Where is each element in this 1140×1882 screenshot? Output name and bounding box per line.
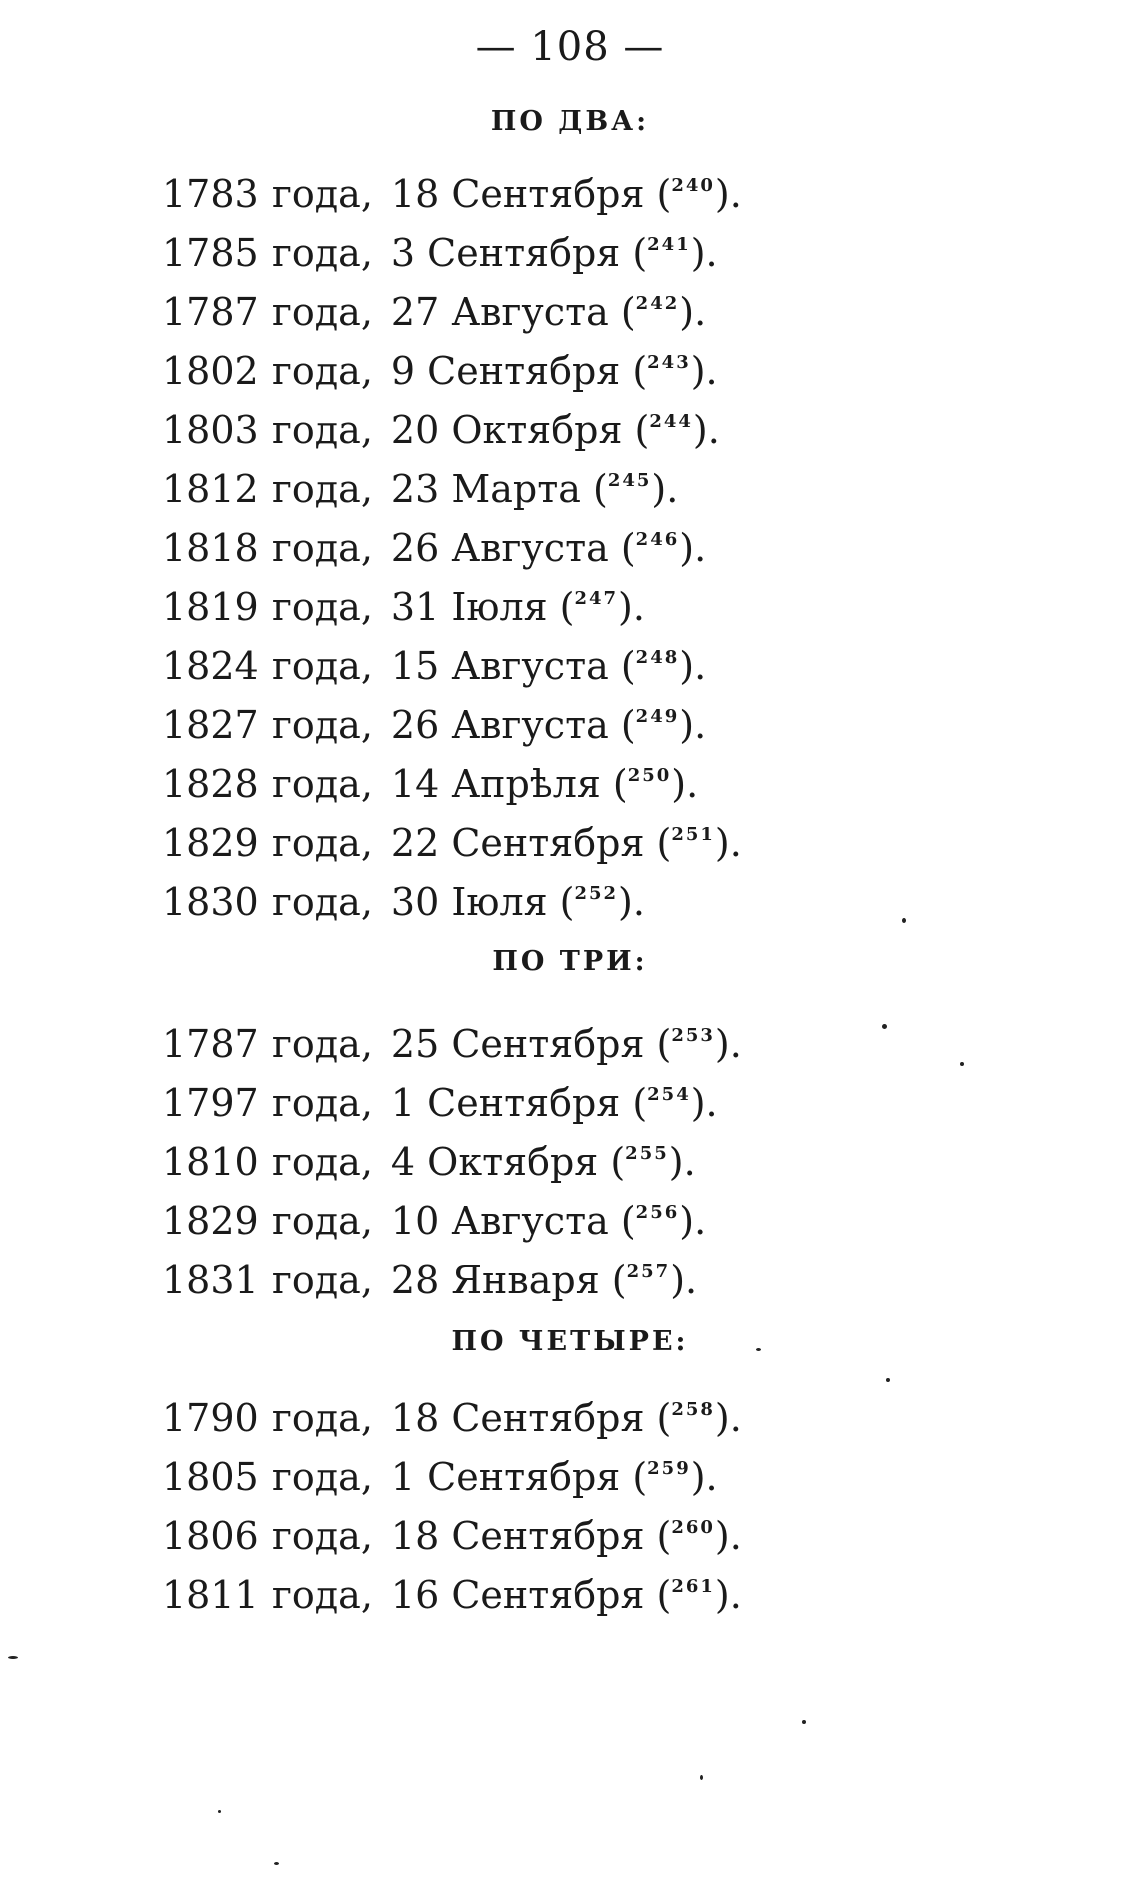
footnote-ref: 247 (574, 588, 619, 609)
list-item: 1787 года, 27 Августа ($^{242}$). (162, 274, 742, 333)
entry-word: года, (272, 585, 373, 629)
entry-year: 1785 (162, 231, 259, 275)
footnote-ref: 244 (649, 411, 693, 432)
entry-date: 18 Сентября (390, 172, 645, 216)
entry-year: 1818 (162, 526, 259, 570)
list-item: 1787 года, 25 Сентября ($^{253}$). (162, 1006, 742, 1065)
entry-word: года, (272, 231, 373, 275)
entry-word: года, (272, 880, 373, 924)
entry-word: года, (272, 1573, 373, 1617)
entry-date: 3 Сентября (390, 231, 621, 275)
list-item: 1829 года, 22 Сентября ($^{251}$). (162, 805, 742, 864)
footnote-ref: 251 (671, 824, 715, 845)
entry-year: 1787 (162, 1022, 259, 1066)
footnote-ref: 255 (625, 1143, 669, 1164)
list-item: 1819 года, 31 Іюля ($^{247}$). (162, 569, 742, 628)
entry-word: года, (272, 1140, 373, 1184)
entry-word: года, (272, 1514, 373, 1558)
list-item: 1811 года, 16 Сентября ($^{261}$). (162, 1557, 742, 1616)
entry-word: года, (272, 821, 373, 865)
entry-date: 22 Сентября (390, 821, 645, 865)
entry-year: 1811 (162, 1573, 259, 1617)
list-item: 1806 года, 18 Сентября ($^{260}$). (162, 1498, 742, 1557)
entry-date: 1 Сентября (390, 1455, 621, 1499)
footnote-ref: 240 (671, 175, 715, 196)
entry-word: года, (272, 1022, 373, 1066)
list-item: 1812 года, 23 Марта ($^{245}$). (162, 451, 742, 510)
entry-year: 1805 (162, 1455, 259, 1499)
entry-year: 1783 (162, 172, 259, 216)
entry-date: 25 Сентября (390, 1022, 645, 1066)
entry-year: 1812 (162, 467, 259, 511)
entry-word: года, (272, 467, 373, 511)
entry-year: 1829 (162, 821, 259, 865)
footnote-ref: 245 (607, 470, 652, 491)
entry-list (162, 156, 742, 923)
footnote-ref: 246 (635, 529, 680, 550)
scan-speck (886, 1378, 890, 1382)
list-item: 1810 года, 4 Октября ($^{255}$). (162, 1124, 742, 1183)
scan-speck (960, 1062, 964, 1066)
entry-year: 1829 (162, 1199, 259, 1243)
entry-year: 1824 (162, 644, 259, 688)
scan-speck (756, 1348, 761, 1351)
entry-date: 27 Августа (390, 290, 609, 334)
entry-date: 28 Января (390, 1258, 600, 1302)
list-item: 1803 года, 20 Октября ($^{244}$). (162, 392, 742, 451)
entry-date: 16 Сентября (390, 1573, 645, 1617)
entry-word: года, (272, 1199, 373, 1243)
entry-date: 31 Іюля (390, 585, 548, 629)
entry-list (162, 1006, 742, 1301)
scan-speck (274, 1862, 279, 1865)
list-item: 1802 года, 9 Сентября ($^{243}$). (162, 333, 742, 392)
list-item: 1831 года, 28 Января ($^{257}$). (162, 1242, 742, 1301)
entry-date: 23 Марта (390, 467, 581, 511)
entry-date: 18 Сентября (390, 1396, 645, 1440)
entry-word: года, (272, 1455, 373, 1499)
scan-speck (8, 1656, 18, 1659)
footnote-ref: 248 (635, 647, 680, 668)
entry-year: 1830 (162, 880, 259, 924)
entry-year: 1831 (162, 1258, 259, 1302)
section-heading: ПО ЧЕТЫРЕ: (451, 1326, 689, 1357)
entry-year: 1819 (162, 585, 259, 629)
entry-year: 1787 (162, 290, 259, 334)
scan-speck (802, 1720, 806, 1724)
entry-date: 9 Сентября (390, 349, 621, 393)
entry-year: 1803 (162, 408, 259, 452)
entry-date: 18 Сентября (390, 1514, 645, 1558)
entry-year: 1790 (162, 1396, 259, 1440)
entry-date: 10 Августа (390, 1199, 609, 1243)
section-heading: ПО ДВА: (490, 106, 650, 137)
entry-date: 1 Сентября (390, 1081, 621, 1125)
scan-speck (218, 1810, 221, 1813)
list-item: 1790 года, 18 Сентября ($^{258}$). (162, 1380, 742, 1439)
scan-speck (902, 918, 906, 923)
entry-date: 30 Іюля (390, 880, 548, 924)
footnote-ref: 252 (574, 883, 619, 904)
list-item: 1830 года, 30 Іюля ($^{252}$). (162, 864, 742, 923)
footnote-ref: 243 (647, 352, 691, 373)
footnote-ref: 257 (626, 1261, 671, 1282)
page-number: — 108 — (475, 24, 665, 70)
footnote-ref: 259 (647, 1458, 691, 1479)
entry-date: 26 Августа (390, 526, 609, 570)
entry-date: 15 Августа (390, 644, 609, 688)
list-item: 1824 года, 15 Августа ($^{248}$). (162, 628, 742, 687)
list-item: 1818 года, 26 Августа ($^{246}$). (162, 510, 742, 569)
entry-date: 4 Октября (390, 1140, 599, 1184)
list-item: 1829 года, 10 Августа ($^{256}$). (162, 1183, 742, 1242)
scan-speck (700, 1775, 703, 1780)
footnote-ref: 258 (671, 1399, 715, 1420)
entry-word: года, (272, 1081, 373, 1125)
entry-word: года, (272, 762, 373, 806)
footnote-ref: 249 (635, 706, 680, 727)
footnote-ref: 241 (647, 234, 691, 255)
footnote-ref: 256 (635, 1202, 680, 1223)
scan-speck (882, 1024, 887, 1029)
entry-year: 1797 (162, 1081, 259, 1125)
entry-word: года, (272, 644, 373, 688)
entry-list (162, 1380, 742, 1616)
list-item: 1828 года, 14 Апрѣля ($^{250}$). (162, 746, 742, 805)
footnote-ref: 242 (635, 293, 680, 314)
list-item: 1785 года, 3 Сентября ($^{241}$). (162, 215, 742, 274)
list-item: 1797 года, 1 Сентября ($^{254}$). (162, 1065, 742, 1124)
footnote-ref: 254 (647, 1084, 691, 1105)
entry-word: года, (272, 703, 373, 747)
entry-date: 20 Октября (390, 408, 623, 452)
section-heading: ПО ТРИ: (492, 946, 648, 977)
entry-date: 14 Апрѣля (390, 762, 601, 806)
footnote-ref: 261 (671, 1576, 715, 1597)
entry-word: года, (272, 408, 373, 452)
footnote-ref: 253 (671, 1025, 715, 1046)
entry-word: года, (272, 172, 373, 216)
entry-year: 1810 (162, 1140, 259, 1184)
footnote-ref: 260 (671, 1517, 715, 1538)
entry-word: года, (272, 349, 373, 393)
entry-word: года, (272, 526, 373, 570)
entry-year: 1806 (162, 1514, 259, 1558)
list-item: 1783 года, 18 Сентября ($^{240}$). (162, 156, 742, 215)
entry-date: 26 Августа (390, 703, 609, 747)
footnote-ref: 250 (627, 765, 672, 786)
entry-year: 1802 (162, 349, 259, 393)
entry-word: года, (272, 290, 373, 334)
list-item: 1827 года, 26 Августа ($^{249}$). (162, 687, 742, 746)
entry-year: 1827 (162, 703, 259, 747)
entry-word: года, (272, 1258, 373, 1302)
entry-word: года, (272, 1396, 373, 1440)
entry-year: 1828 (162, 762, 259, 806)
list-item: 1805 года, 1 Сентября ($^{259}$). (162, 1439, 742, 1498)
